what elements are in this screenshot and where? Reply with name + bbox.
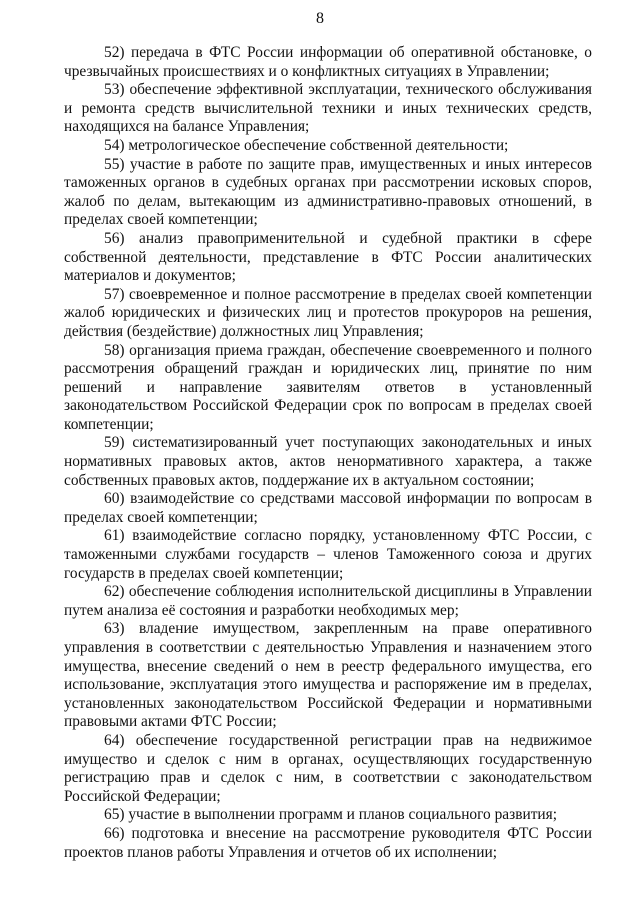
list-item: 58) организация приема граждан, обеспечение своевременного и полного рассмотрения обращений граждан и юридических лиц, принятие по ним решений и направление заявителям ответов в установленный законодательством Российской Федерации срок по вопросам в пределах своей компетенции; — [64, 341, 592, 433]
list-item: 63) владение имуществом, закрепленным на праве оперативного управления в соответствии с деятельностью Управления и назначением этого имущества, внесение сведений о нем в реестр федерального имущества, его использование, эксплуатация этого имущества и распоряжение им в пределах, установленных законодательством Российской Федерации и нормативными правовыми актами ФТС России; — [64, 620, 592, 731]
list-item: 65) участие в выполнении программ и планов социального развития; — [104, 806, 558, 824]
list-item: 56) анализ правоприменительной и судебной практики в сфере собственной деятельности, представление в ФТС России аналитических материалов и документов; — [64, 229, 592, 285]
list-item: 59) систематизированный учет поступающих законодательных и иных нормативных правовых актов, актов ненормативного характера, а также собственных правовых актов, поддержание их в актуальном состоянии; — [64, 434, 592, 489]
list-item: 53) обеспечение эффективной эксплуатации, технического обслуживания и ремонта средств вычислительной техники и иных технических средств, находящихся на балансе Управления; — [64, 81, 592, 136]
list-item: 57) своевременное и полное рассмотрение в пределах своей компетенции жалоб юридических и физических лиц и протестов прокуроров на решения, действия (бездействие) должностных лиц Управления; — [64, 285, 592, 340]
list-item: 60) взаимодействие со средствами массовой информации по вопросам в пределах своей компетенции; — [64, 490, 592, 526]
list-item: 66) подготовка и внесение на рассмотрение руководителя ФТС России проектов планов работы Управления и отчетов об их исполнении; — [64, 824, 592, 861]
page-number: 8 — [316, 10, 324, 27]
document-body — [64, 44, 592, 862]
list-item: 54) метрологическое обеспечение собственной деятельности; — [104, 136, 509, 154]
list-item: 64) обеспечение государственной регистрации прав на недвижимое имущество и сделок с ним в органах, осуществляющих государственную регистрацию прав и сделок с ним, в соответствии с законодательством Российской Федерации; — [64, 731, 592, 805]
list-item: 61) взаимодействие согласно порядку, установленному ФТС России, с таможенными службами государств – членов Таможенного союза и других государств в пределах своей компетенции; — [64, 527, 592, 582]
list-item: 55) участие в работе по защите прав, имущественных и иных интересов таможенных органов в судебных органах при рассмотрении исковых споров, жалоб по делам, вытекающим из административно-правовых отношений, в пределах своей компетенции; — [64, 155, 592, 229]
list-item: 62) обеспечение соблюдения исполнительской дисциплины в Управлении путем анализа её состояния и разработки необходимых мер; — [64, 583, 592, 619]
list-item: 52) передача в ФТС России информации об оперативной обстановке, о чрезвычайных происшествиях и о конфликтных ситуациях в Управлении; — [64, 44, 592, 80]
